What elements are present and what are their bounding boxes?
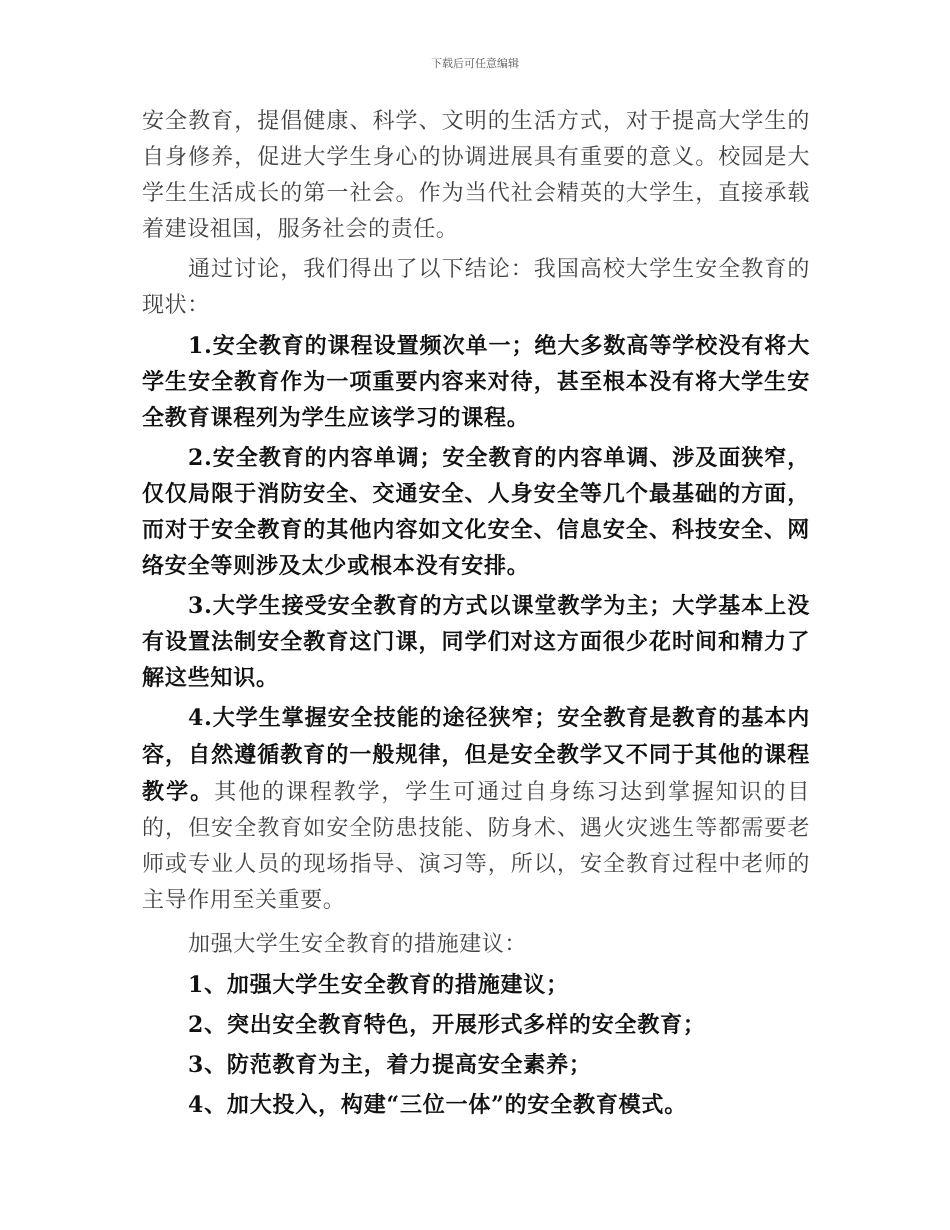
suggestion-item-4: 4、加大投入，构建“三位一体”的安全教育模式。	[188, 1092, 688, 1118]
point-4-bold-text: 4.大学生掌握安全技能的途径狭窄；安全教育是教育的基本内容，自然遵循教育的一般规律，但是安全教学又不同于其他的课程教学。	[142, 705, 810, 805]
suggestion-item-1: 1、加强大学生安全教育的措施建议；	[188, 972, 569, 998]
document-body	[142, 104, 810, 1123]
point-4-normal-text: 其他的课程教学，学生可通过自身练习达到掌握知识的目的，但安全教育如安全防患技能、防身术、遇火灾逃生等都需要老师或专业人员的现场指导、演习等，所以，安全教育过程中老师的主导作用至关重要。	[142, 780, 810, 913]
point-2-paragraph: 2.安全教育的内容单调；安全教育的内容单调、涉及面狭窄，仅仅局限于消防安全、交通安全、人身安全等几个最基础的方面，而对于安全教育的其他内容如文化安全、信息安全、科技安全、网络安全等则涉及太少或根本没有安排。	[142, 445, 810, 579]
suggestion-lead-paragraph: 加强大学生安全教育的措施建议：	[188, 932, 528, 957]
suggestion-item-3: 3、防范教育为主，着力提高安全素养；	[188, 1052, 592, 1078]
page-header: 下载后可任意编辑	[431, 57, 519, 70]
intro-paragraph: 安全教育，提倡健康、科学、文明的生活方式，对于提高大学生的自身修养，促进大学生身心的协调进展具有重要的意义。校园是大学生生活成长的第一社会。作为当代社会精英的大学生，直接承载着建设祖国，服务社会的责任。	[142, 109, 810, 242]
point-3-paragraph: 3.大学生接受安全教育的方式以课堂教学为主；大学基本上没有设置法制安全教育这门课，同学们对这方面很少花时间和精力了解这些知识。	[142, 593, 810, 691]
suggestion-item-2: 2、突出安全教育特色，开展形式多样的安全教育；	[188, 1012, 706, 1038]
conclusion-lead-paragraph: 通过讨论，我们得出了以下结论：我国高校大学生安全教育的现状：	[142, 257, 810, 318]
point-1-paragraph: 1.安全教育的课程设置频次单一；绝大多数高等学校没有将大学生安全教育作为一项重要内容来对待，甚至根本没有将大学生安全教育课程列为学生应该学习的课程。	[142, 333, 810, 431]
point-4-paragraph	[142, 700, 810, 919]
